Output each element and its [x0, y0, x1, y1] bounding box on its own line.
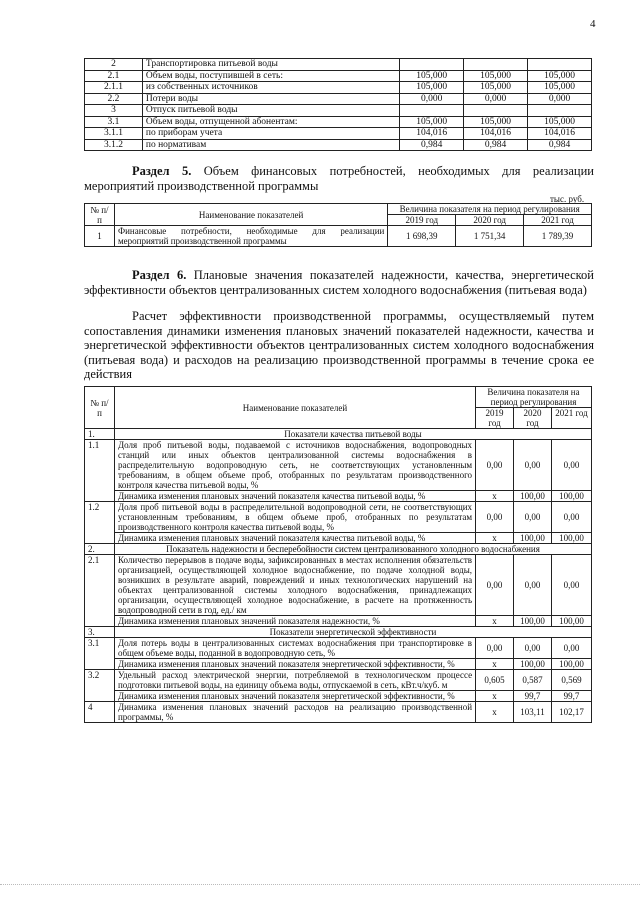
section5-heading [84, 164, 594, 193]
section-title: Показатели качества питьевой воды [114, 429, 591, 440]
value-cell: 99,7 [514, 691, 552, 702]
section-number: 2. [85, 544, 115, 555]
table-row [85, 82, 592, 94]
value-cell: 0,00 [476, 555, 514, 616]
value-cell: 0,569 [551, 670, 591, 691]
row-number: 2 [85, 59, 143, 71]
row-number: 3.1.2 [85, 139, 143, 151]
value-cell: 99,7 [551, 691, 591, 702]
row-name: Количество перерывов в подаче воды, зафиксированных в местах исполнения обязательств организацией, осуществляющей холодное водоснабжение, по подаче холодной воды, возникших в результате аварий, повреждений и иных технологических нарушений на объектах централизованной системы холодного водоснабжения, принадлежащих организации, осуществляющей холодное водоснабжение, в расчете на протяженность водопроводной сети в год, ед./ км [114, 555, 475, 616]
value-cell: 0,00 [514, 555, 552, 616]
row-number: 3.1 [85, 116, 143, 128]
value-cell: 100,00 [514, 533, 552, 544]
value-cell: x [476, 702, 514, 723]
value-cell: 0,00 [514, 502, 552, 533]
value-cell: 0,00 [476, 638, 514, 659]
row-name: Динамика изменения плановых значений расходов на реализацию производственной программы, % [114, 702, 475, 723]
row-name: Отпуск питьевой воды [142, 105, 399, 117]
table-row [85, 70, 592, 82]
section6-heading-text: Плановые значения показателей надежности, качества, энергетической эффективности объектов централизованных систем холодного водоснабжения (питьевая вода) [84, 268, 594, 297]
row-number: 2.1.1 [85, 82, 143, 94]
indicators-table [84, 386, 592, 723]
row-name: по нормативам [142, 139, 399, 151]
value-cell: 0,000 [464, 93, 528, 105]
year-header: 2021 год [524, 215, 592, 226]
value-cell: 0,00 [476, 502, 514, 533]
table-row [85, 128, 592, 140]
row-name: Потери воды [142, 93, 399, 105]
row-name: Доля потерь воды в централизованных системах водоснабжения при транспортировке в общем объеме воды, поданной в водопроводную сеть, % [114, 638, 475, 659]
row-name: Доля проб питьевой воды, подаваемой с источников водоснабжения, водопроводных станций или иных объектов централизованной системы водоснабжения в распределительную водопроводную сеть, не соответствующих установленным требованиям, в общем объеме проб, отобранных по результатам производственного контроля качества питьевой воды, % [114, 440, 475, 491]
value-cell: x [476, 533, 514, 544]
col-number-header: № п/п [85, 204, 115, 226]
value-cell: 0,00 [551, 502, 591, 533]
row-name: из собственных источников [142, 82, 399, 94]
value-cell: 100,00 [551, 616, 591, 627]
section6-heading [84, 268, 594, 297]
value-cell: x [476, 616, 514, 627]
value-cell: 105,000 [464, 82, 528, 94]
value-cell: 0,00 [514, 440, 552, 491]
value-cell: 104,016 [464, 128, 528, 140]
value-cell: 1 789,39 [524, 226, 592, 247]
row-number: 2.1 [85, 555, 115, 627]
table-row [85, 139, 592, 151]
year-header: 2019 год [476, 408, 514, 429]
value-cell: x [476, 691, 514, 702]
page-number: 4 [590, 18, 596, 30]
row-name: по приборам учета [142, 128, 399, 140]
value-cell [464, 105, 528, 117]
water-volume-table [84, 58, 592, 151]
value-cell: 100,00 [551, 491, 591, 502]
value-cell: 100,00 [551, 659, 591, 670]
value-cell: 100,00 [514, 659, 552, 670]
row-name: Доля проб питьевой воды в распределительной водопроводной сети, не соответствующих установленным требованиям, в общем объеме проб, отобранных по результатам производственного контроля качества питьевой воды, % [114, 502, 475, 533]
table-row [85, 59, 592, 71]
footer-divider [0, 884, 640, 885]
value-cell: 104,016 [400, 128, 464, 140]
value-cell: 105,000 [528, 82, 592, 94]
section-number: 3. [85, 627, 115, 638]
value-cell [528, 105, 592, 117]
value-cell [464, 59, 528, 71]
value-cell: 1 751,34 [456, 226, 524, 247]
financial-needs-table [84, 203, 592, 247]
section5-unit: тыс. руб. [550, 194, 585, 204]
col-period-header: Величина показателя на период регулирования [476, 387, 592, 408]
value-cell [528, 59, 592, 71]
year-header: 2020 год [514, 408, 552, 429]
value-cell: 102,17 [551, 702, 591, 723]
value-cell: 0,984 [464, 139, 528, 151]
table-row [85, 116, 592, 128]
section6-heading-bold: Раздел 6. [132, 268, 187, 282]
row-name: Объем воды, отпущенной абонентам: [142, 116, 399, 128]
value-cell: 0,587 [514, 670, 552, 691]
value-cell: 105,000 [400, 116, 464, 128]
value-cell: 105,000 [464, 70, 528, 82]
section5-heading-bold: Раздел 5. [132, 164, 192, 178]
table-row [85, 93, 592, 105]
value-cell: 0,00 [551, 638, 591, 659]
section-title: Показатели энергетической эффективности [114, 627, 591, 638]
row-number: 1.2 [85, 502, 115, 544]
section5-heading-text: Объем финансовых потребностей, необходимых для реализации мероприятий производственной программы [84, 164, 594, 193]
row-number: 2.1 [85, 70, 143, 82]
col-period-header: Величина показателя на период регулирования [388, 204, 592, 215]
value-cell: 0,00 [551, 440, 591, 491]
value-cell: 0,00 [551, 555, 591, 616]
value-cell: 100,00 [551, 533, 591, 544]
row-name: Динамика изменения плановых значений показателя надежности, % [114, 616, 475, 627]
value-cell: 105,000 [528, 116, 592, 128]
value-cell: 103,11 [514, 702, 552, 723]
year-header: 2020 год [456, 215, 524, 226]
table-row [85, 105, 592, 117]
value-cell: x [476, 659, 514, 670]
value-cell: 0,00 [514, 638, 552, 659]
value-cell: x [476, 491, 514, 502]
row-number: 3 [85, 105, 143, 117]
value-cell: 100,00 [514, 616, 552, 627]
row-number: 4 [85, 702, 115, 723]
row-number: 3.2 [85, 670, 115, 702]
value-cell: 0,984 [528, 139, 592, 151]
value-cell: 104,016 [528, 128, 592, 140]
value-cell: 0,984 [400, 139, 464, 151]
row-number: 3.1.1 [85, 128, 143, 140]
value-cell: 105,000 [464, 116, 528, 128]
col-name-header: Наименование показателей [114, 387, 475, 429]
section6-paragraph: Расчет эффективности производственной программы, осуществляемый путем сопоставления динамики изменения плановых значений показателей надежности, качества и энергетической эффективности объектов централизованных систем холодного водоснабжения (питьевая вода) и расходов на реализацию производственной программы в течение срока ее действия [84, 309, 594, 381]
col-name-header: Наименование показателей [114, 204, 387, 226]
value-cell: 0,00 [476, 440, 514, 491]
year-header: 2019 год [388, 215, 456, 226]
row-number: 1 [85, 226, 115, 247]
row-name: Транспортировка питьевой воды [142, 59, 399, 71]
value-cell: 105,000 [400, 70, 464, 82]
value-cell: 0,605 [476, 670, 514, 691]
year-header: 2021 год [551, 408, 591, 429]
value-cell: 1 698,39 [388, 226, 456, 247]
row-name: Удельный расход электрической энергии, потребляемой в технологическом процессе подготовки питьевой воды, на единицу объема воды, отпускаемой в сеть, кВт.ч/куб. м [114, 670, 475, 691]
col-number-header: № п/п [85, 387, 115, 429]
section-number: 1. [85, 429, 115, 440]
value-cell: 0,000 [400, 93, 464, 105]
value-cell [400, 59, 464, 71]
row-name: Динамика изменения плановых значений показателя энергетической эффективности, % [114, 659, 475, 670]
row-name: Динамика изменения плановых значений показателя качества питьевой воды, % [114, 491, 475, 502]
value-cell: 105,000 [528, 70, 592, 82]
value-cell [400, 105, 464, 117]
value-cell: 105,000 [400, 82, 464, 94]
row-number: 2.2 [85, 93, 143, 105]
value-cell: 100,00 [514, 491, 552, 502]
row-name: Объем воды, поступившей в сеть: [142, 70, 399, 82]
section-title: Показатель надежности и бесперебойности систем централизованного холодного водоснабжения [114, 544, 591, 555]
row-name: Динамика изменения плановых значений показателя качества питьевой воды, % [114, 533, 475, 544]
value-cell: 0,000 [528, 93, 592, 105]
row-number: 1.1 [85, 440, 115, 502]
row-name: Динамика изменения плановых значений показателя энергетической эффективности, % [114, 691, 475, 702]
row-name: Финансовые потребности, необходимые для реализации мероприятий производственной программы [114, 226, 387, 247]
row-number: 3.1 [85, 638, 115, 670]
